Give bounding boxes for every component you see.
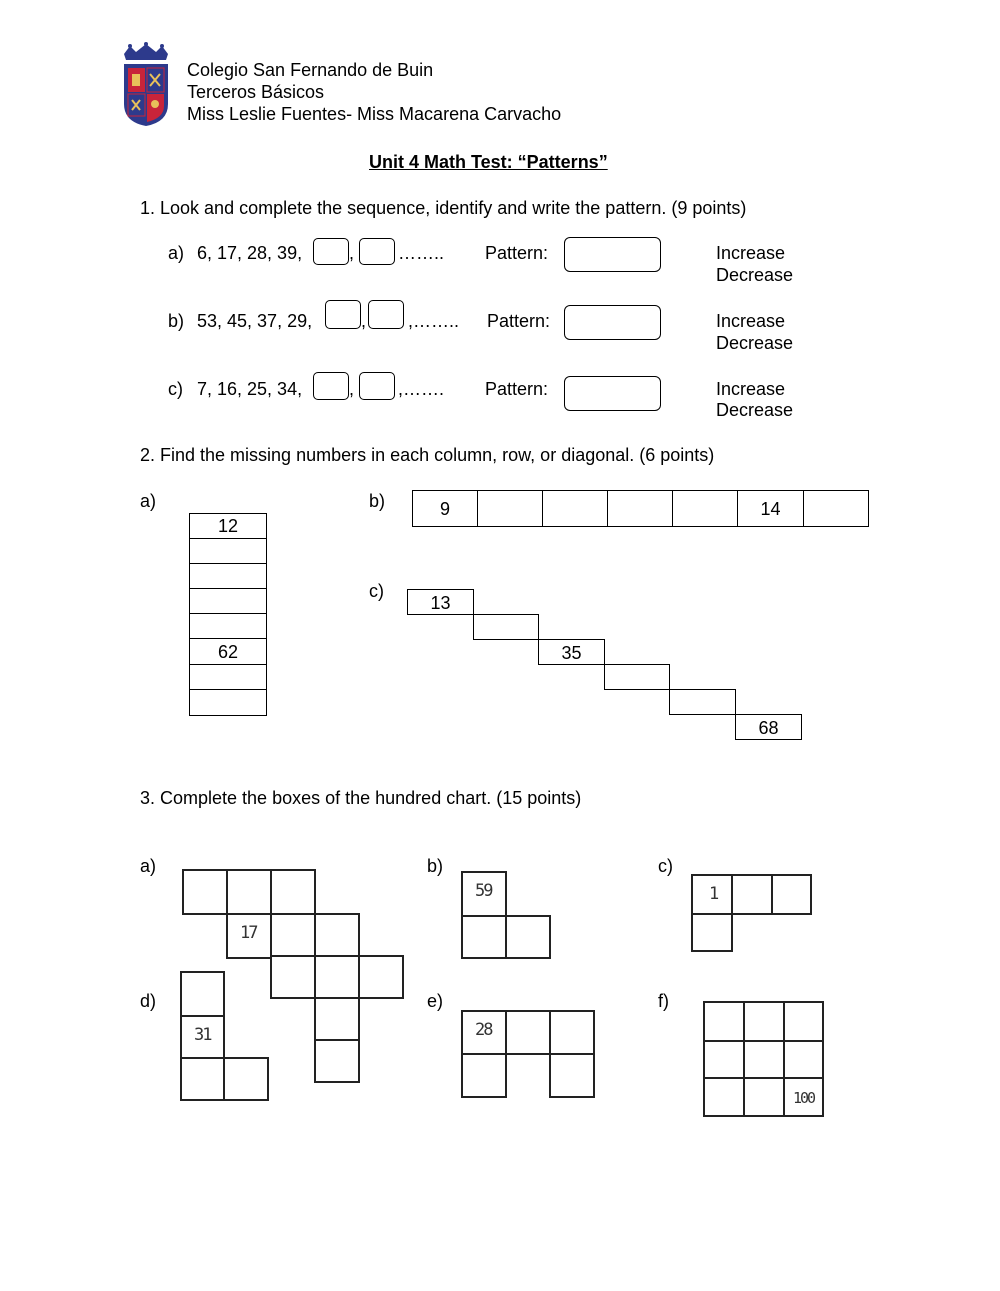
- diagonal-cell[interactable]: [669, 689, 736, 715]
- chart-c-cell[interactable]: [691, 913, 733, 952]
- diagonal-cell: 68: [735, 714, 802, 740]
- chart-f-cell[interactable]: [783, 1040, 824, 1079]
- grade-text: Terceros Básicos: [187, 82, 325, 102]
- chart-d-cell[interactable]: [180, 971, 225, 1017]
- chart-d-given: 31: [194, 1025, 211, 1045]
- column-cell[interactable]: [189, 613, 267, 639]
- chart-c-cell[interactable]: [771, 874, 812, 915]
- column-cell[interactable]: [189, 689, 267, 716]
- q3b-label: b): [427, 856, 444, 876]
- chart-f-given: 100: [793, 1089, 815, 1107]
- chart-d-cell[interactable]: [180, 1057, 225, 1101]
- q1b-separator: ,: [361, 311, 367, 331]
- q1a-pattern-label: Pattern:: [485, 243, 549, 263]
- chart-e-cell[interactable]: [549, 1053, 595, 1098]
- q1c-answer-box-1[interactable]: [313, 372, 349, 400]
- chart-b-given-cell: [461, 871, 507, 917]
- chart-f-cell[interactable]: [783, 1001, 824, 1042]
- q2c-label: c): [369, 581, 384, 601]
- chart-c-given: 1: [709, 884, 718, 904]
- row-cell[interactable]: [607, 490, 673, 527]
- q1a-sequence: 6, 17, 28, 39,: [197, 243, 303, 263]
- chart-e-given: 28: [475, 1020, 492, 1040]
- q2b-label: b): [369, 491, 386, 511]
- chart-a-cell[interactable]: [270, 955, 316, 999]
- diagonal-cell[interactable]: [604, 664, 670, 690]
- chart-b-given: 59: [475, 881, 492, 901]
- row-cell[interactable]: [672, 490, 738, 527]
- row-cell[interactable]: [803, 490, 869, 527]
- chart-e-cell[interactable]: [505, 1010, 551, 1055]
- q1b-increase[interactable]: Increase: [716, 311, 786, 331]
- chart-a-given-cell: [226, 913, 272, 959]
- chart-c-cell[interactable]: [731, 874, 773, 915]
- chart-f-cell[interactable]: [743, 1077, 785, 1117]
- q1a-answer-box-2[interactable]: [359, 238, 395, 265]
- column-cell[interactable]: [189, 664, 267, 690]
- q1a-increase[interactable]: Increase: [716, 243, 786, 263]
- chart-f-cell[interactable]: [743, 1040, 785, 1079]
- q2a-label: a): [140, 491, 157, 511]
- chart-f-cell[interactable]: [703, 1077, 745, 1117]
- q1-prompt: 1. Look and complete the sequence, identify and write the pattern. (9 points): [140, 198, 747, 218]
- row-cell: 9: [412, 490, 478, 527]
- q1c-pattern-box[interactable]: [564, 376, 661, 411]
- chart-e-given-cell: [461, 1010, 507, 1055]
- chart-a-cell[interactable]: [270, 913, 316, 959]
- q1a-decrease[interactable]: Decrease: [716, 265, 794, 285]
- chart-b-cell[interactable]: [461, 915, 507, 959]
- chart-a-cell[interactable]: [182, 869, 228, 915]
- q3-prompt: 3. Complete the boxes of the hundred chart. (15 points): [140, 788, 582, 808]
- chart-f-cell[interactable]: [703, 1040, 745, 1079]
- row-cell: 14: [737, 490, 804, 527]
- diagonal-cell[interactable]: [473, 614, 539, 640]
- chart-a-cell[interactable]: [314, 913, 360, 959]
- chart-a-cell[interactable]: [314, 955, 360, 999]
- column-cell: 12: [189, 513, 267, 539]
- q1c-answer-box-2[interactable]: [359, 372, 395, 400]
- chart-e-cell[interactable]: [549, 1010, 595, 1055]
- column-cell: 62: [189, 638, 267, 665]
- q3e-label: e): [427, 991, 444, 1011]
- chart-a-cell[interactable]: [358, 955, 404, 999]
- chart-a-cell[interactable]: [314, 997, 360, 1041]
- q3c-label: c): [658, 856, 673, 876]
- q1c-sequence: 7, 16, 25, 34,: [197, 379, 303, 399]
- q1c-increase[interactable]: Increase: [716, 379, 786, 399]
- chart-e-cell[interactable]: [461, 1053, 507, 1098]
- chart-a-cell[interactable]: [226, 869, 272, 915]
- chart-f-cell[interactable]: [743, 1001, 785, 1042]
- q1c-separator: ,: [349, 379, 355, 399]
- q1a-answer-box-1[interactable]: [313, 238, 349, 265]
- q1b-answer-box-2[interactable]: [368, 300, 404, 329]
- chart-a-given: 17: [240, 923, 257, 943]
- chart-d-given-cell: [180, 1015, 225, 1059]
- column-cell[interactable]: [189, 563, 267, 589]
- q1a-pattern-box[interactable]: [564, 237, 661, 272]
- page-title: Unit 4 Math Test: “Patterns”: [369, 152, 608, 172]
- teachers-text: Miss Leslie Fuentes- Miss Macarena Carvacho: [187, 104, 562, 124]
- column-cell[interactable]: [189, 538, 267, 564]
- q1b-decrease[interactable]: Decrease: [716, 333, 794, 353]
- q2-prompt: 2. Find the missing numbers in each column, row, or diagonal. (6 points): [140, 445, 715, 465]
- diagonal-cell: 13: [407, 589, 474, 615]
- chart-c-given-cell: [691, 874, 733, 915]
- chart-d-cell[interactable]: [223, 1057, 269, 1101]
- chart-b-cell[interactable]: [505, 915, 551, 959]
- q1b-pattern-label: Pattern:: [487, 311, 551, 331]
- row-cell[interactable]: [542, 490, 608, 527]
- chart-a-cell[interactable]: [270, 869, 316, 915]
- row-cell[interactable]: [477, 490, 543, 527]
- diagonal-cell: 35: [538, 639, 605, 665]
- q1c-decrease[interactable]: Decrease: [716, 400, 794, 420]
- chart-f-cell[interactable]: [703, 1001, 745, 1042]
- q1c-pattern-label: Pattern:: [485, 379, 549, 399]
- q1a-separator: ,: [349, 243, 355, 263]
- q1c-label: c): [168, 379, 183, 399]
- q3a-label: a): [140, 856, 157, 876]
- q1a-label: a): [168, 243, 185, 263]
- q1b-answer-box-1[interactable]: [325, 300, 361, 329]
- q1b-label: b): [168, 311, 185, 331]
- q3d-label: d): [140, 991, 157, 1011]
- school-name: Colegio San Fernando de Buin: [187, 60, 434, 80]
- chart-a-cell[interactable]: [314, 1039, 360, 1083]
- q1a-tail: ……..: [398, 243, 445, 263]
- q1c-tail: ,…….: [398, 379, 445, 399]
- q1b-pattern-box[interactable]: [564, 305, 661, 340]
- q3f-label: f): [658, 991, 669, 1011]
- q1b-sequence: 53, 45, 37, 29,: [197, 311, 313, 331]
- column-cell[interactable]: [189, 588, 267, 614]
- school-crest-logo: [120, 42, 172, 128]
- chart-f-given-cell: [783, 1077, 824, 1117]
- q1b-tail: ,……..: [408, 311, 460, 331]
